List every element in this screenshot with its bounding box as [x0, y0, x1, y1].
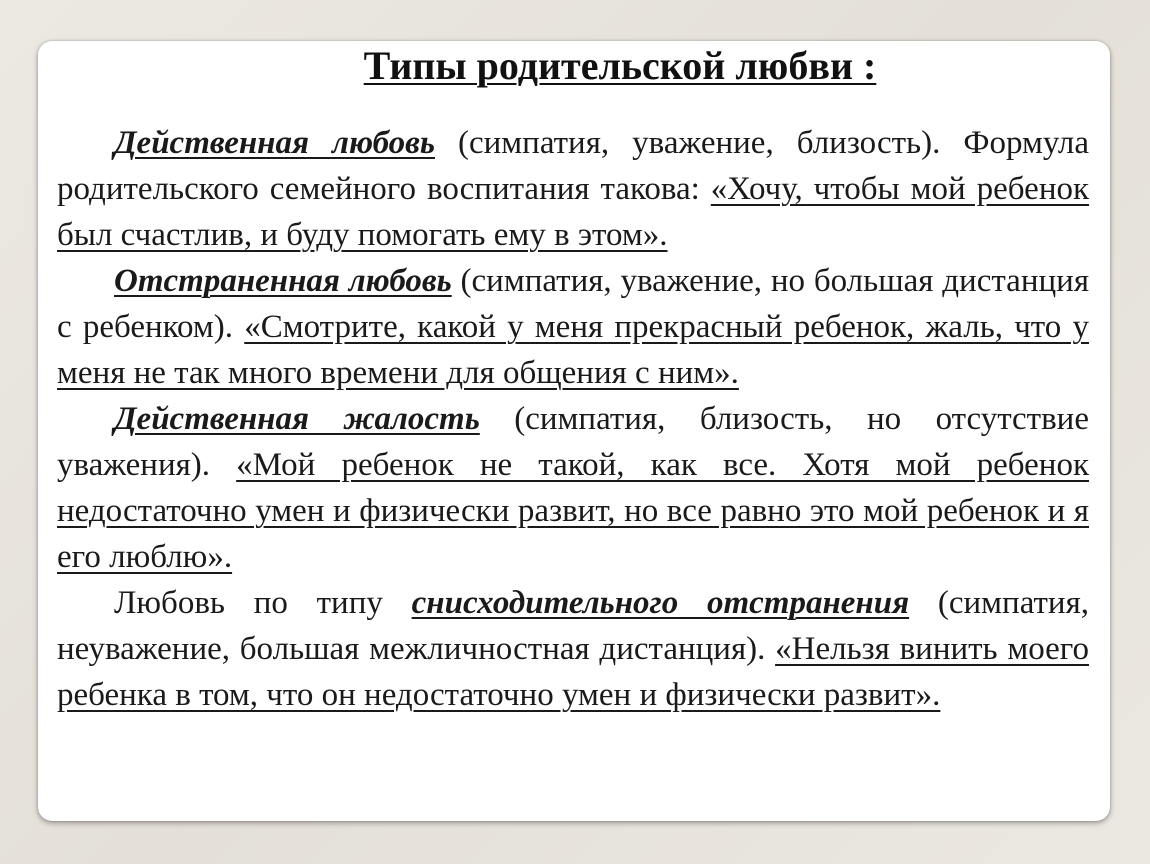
description-active-pity: (симпатия, близость, но отсутствие уважения).: [57, 401, 1089, 483]
description-active-love: (симпатия, уважение, близость). Формула родительского семейного воспитания такова:: [57, 125, 1089, 207]
description-detached-love: (симпатия, уважение, но большая дистанция с ребенком).: [57, 263, 1089, 345]
term-detached-love: Отстраненная любовь: [114, 263, 452, 299]
slide-title-text: Типы родительской любви :: [363, 43, 877, 88]
paragraph-condescending-detachment: [57, 580, 1089, 718]
paragraph-detached-love: [57, 258, 1089, 396]
quote-detached-love: «Смотрите, какой у меня прекрасный ребенок, жаль, что у меня не так много времени для общения с ним».: [57, 309, 1089, 391]
paragraph-active-love: [57, 120, 1089, 258]
term-condescending-detachment: снисходительного отстранения: [411, 585, 910, 621]
term-active-pity: Действенная жалость: [114, 401, 480, 437]
description-condescending-detachment: (симпатия, неуважение, большая межличностная дистанция).: [57, 585, 1090, 667]
quote-active-pity: «Мой ребенок не такой, как все. Хотя мой ребенок недостаточно умен и физически развит, но все равно это мой ребенок и я его люблю».: [57, 447, 1090, 575]
slide-title: [0, 40, 1150, 92]
paragraph-active-pity: [57, 396, 1089, 580]
term-active-love: Действенная любовь: [114, 125, 435, 161]
quote-condescending-detachment: «Нельзя винить моего ребенка в том, что он недостаточно умен и физически развит».: [57, 631, 1089, 713]
quote-active-love: «Хочу, чтобы мой ребенок был счастлив, и буду помогать ему в этом».: [57, 171, 1090, 253]
slide-body: [57, 120, 1089, 718]
prefix-condescending-detachment: Любовь по типу: [114, 585, 412, 621]
